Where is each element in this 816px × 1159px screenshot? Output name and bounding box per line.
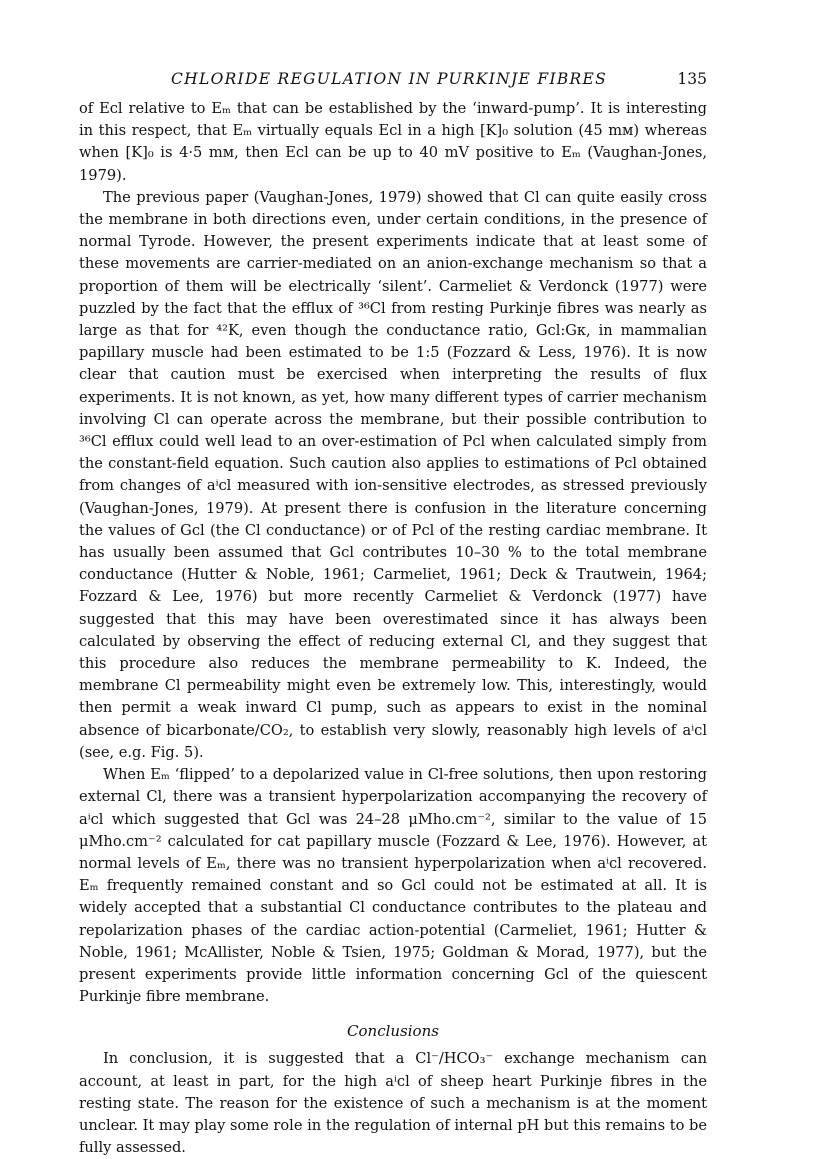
page-number: 135 xyxy=(677,70,707,88)
journal-page xyxy=(79,70,707,1159)
paragraph-flux-discussion: The previous paper (Vaughan-Jones, 1979) showed that Cl can quite easily cross the membrane in both directions even, under certain conditions, in the presence of normal Tyrode. However, the present experiments indicate that at least some of these movements are carrier-mediated on an anion-exchange mechanism so that a proportion of them will be electrically ‘silent’. Carmeliet & Verdonck (1977) were puzzled by the fact that the efflux of ³⁶Cl from resting Purkinje fibres was nearly as large as that for ⁴²K, even though the conductance ratio, Gᴄl:Gᴋ, in mammalian papillary muscle had been estimated to be 1:5 (Fozzard & Less, 1976). It is now clear that caution must be exercised when interpreting the results of flux experiments. It is not known, as yet, how many different types of carrier mechanism involving Cl can operate across the membrane, but their possible contribution to ³⁶Cl efflux could well lead to an over-estimation of Pᴄl when calculated simply from the constant-field equation. Such caution also applies to estimations of Pᴄl obtained from changes of aⁱᴄl measured with ion-sensitive electrodes, as stressed previously (Vaughan-Jones, 1979). At present there is confusion in the literature concerning the values of Gᴄl (the Cl conductance) or of Pᴄl of the resting cardiac membrane. It has usually been assumed that Gᴄl contributes 10–30 % to the total membrane conductance (Hutter & Noble, 1961; Carmeliet, 1961; Deck & Trautwein, 1964; Fozzard & Lee, 1976) but more recently Carmeliet & Verdonck (1977) have suggested that this may have been overestimated since it has always been calculated by observing the effect of reducing external Cl, and they suggest that this procedure also reduces the membrane permeability to K. Indeed, the membrane Cl permeability might even be extremely low. This, interestingly, would then permit a weak inward Cl pump, such as appears to exist in the nominal absence of bicarbonate/CO₂, to establish very slowly, reasonably high levels of aⁱᴄl (see, e.g. Fig. 5). xyxy=(79,188,707,761)
paragraph-conclusions: In conclusion, it is suggested that a Cl⁻/HCO₃⁻ exchange mechanism can account, at least in part, for the high aⁱᴄl of sheep heart Purkinje fibres in the resting state. The reason for the existence of such a mechanism is at the moment unclear. It may play some role in the regulation of internal pH but this remains to be fully assessed. xyxy=(79,1050,707,1157)
running-title: CHLORIDE REGULATION IN PURKINJE FIBRES xyxy=(171,70,608,88)
section-heading-conclusions: Conclusions xyxy=(347,1022,439,1041)
running-head xyxy=(79,70,707,98)
paragraph-continuation: of Eᴄl relative to Eₘ that can be established by the ‘inward-pump’. It is interesting in this respect, that Eₘ virtually equals Eᴄl in a high [K]₀ solution (45 mᴍ) whereas when [K]₀ is 4·5 mᴍ, then Eᴄl can be up to 40 mV positive to Eₘ (Vaughan-Jones, 1979). xyxy=(79,100,707,184)
paragraph-conductance-discussion: When Eₘ ‘flipped’ to a depolarized value in Cl-free solutions, then upon restoring external Cl, there was a transient hyperpolarization accompanying the recovery of aⁱᴄl which suggested that Gᴄl was 24–28 μMho.cm⁻², similar to the value of 15 μMho.cm⁻² calculated for cat papillary muscle (Fozzard & Lee, 1976). However, at normal levels of Eₘ, there was no transient hyperpolarization when aⁱᴄl recovered. Eₘ frequently remained constant and so Gᴄl could not be estimated at all. It is widely accepted that a substantial Cl conductance contributes to the plateau and repolarization phases of the cardiac action-potential (Carmeliet, 1961; Hutter & Noble, 1961; McAllister, Noble & Tsien, 1975; Goldman & Morad, 1977), but the present experiments provide little information concerning Gᴄl of the quiescent Purkinje fibre membrane. xyxy=(79,766,707,1006)
